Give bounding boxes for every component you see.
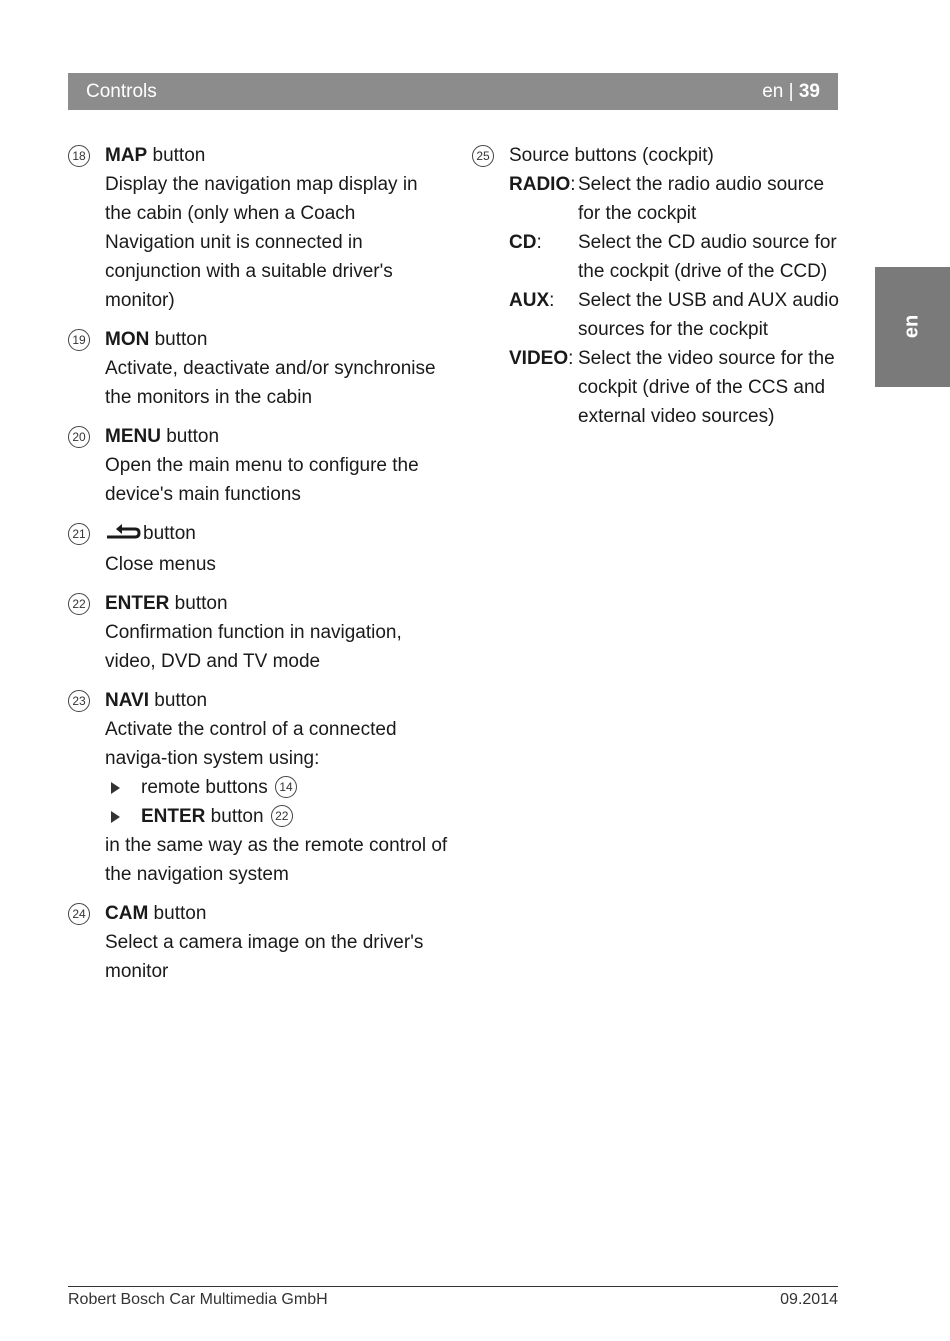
button-suffix: button bbox=[148, 903, 207, 924]
source-row-radio bbox=[509, 170, 842, 228]
bullet-triangle-icon bbox=[111, 782, 120, 794]
button-name: NAVI bbox=[105, 690, 149, 711]
source-key-label: VIDEO bbox=[509, 348, 569, 369]
list-item bbox=[68, 899, 448, 986]
footer-company: Robert Bosch Car Multimedia GmbH bbox=[68, 1291, 328, 1308]
back-arrow-icon bbox=[105, 521, 141, 550]
item-description: Confirmation function in navigation, video, DVD and TV mode bbox=[105, 622, 402, 672]
page-indicator bbox=[762, 81, 820, 103]
source-row-aux bbox=[509, 286, 842, 344]
source-description: Select the USB and AUX audio sources for the cockpit bbox=[578, 290, 839, 340]
section-title: Controls bbox=[86, 81, 157, 102]
list-item bbox=[68, 422, 448, 509]
source-key-label: AUX bbox=[509, 290, 550, 311]
source-key-label: RADIO bbox=[509, 174, 571, 195]
item-number-badge: 19 bbox=[68, 329, 90, 351]
right-column bbox=[472, 141, 842, 441]
page-header bbox=[68, 73, 838, 110]
item-number-badge: 22 bbox=[68, 593, 90, 615]
footer-date: 09.2014 bbox=[780, 1291, 838, 1308]
button-suffix: button bbox=[169, 593, 228, 614]
source-key-label: CD bbox=[509, 232, 537, 253]
language-side-tab bbox=[875, 267, 950, 387]
footer-divider bbox=[68, 1286, 838, 1287]
bullet-bold-text: ENTER bbox=[141, 806, 206, 827]
colon: : bbox=[568, 348, 574, 369]
list-item bbox=[68, 589, 448, 676]
item-title bbox=[105, 686, 448, 715]
list-item bbox=[68, 519, 448, 579]
bullet-text: remote buttons bbox=[141, 777, 268, 798]
item-number-badge: 18 bbox=[68, 145, 90, 167]
item-title bbox=[105, 141, 448, 170]
bullet-triangle-icon bbox=[111, 811, 120, 823]
header-separator: | bbox=[788, 81, 794, 102]
item-description: Activate the control of a connected naviga-tion system using: bbox=[105, 719, 397, 769]
button-name: MON bbox=[105, 329, 150, 350]
item-title bbox=[105, 589, 448, 618]
list-item bbox=[68, 325, 448, 412]
button-name: MAP bbox=[105, 145, 148, 166]
item-number-badge: 24 bbox=[68, 903, 90, 925]
item-title: Source buttons (cockpit) bbox=[509, 145, 714, 166]
item-title bbox=[105, 899, 448, 928]
item-description: Open the main menu to configure the device's main functions bbox=[105, 455, 419, 505]
colon: : bbox=[536, 232, 542, 253]
source-description: Select the video source for the cockpit (drive of the CCS and external video sources) bbox=[578, 348, 835, 427]
colon: : bbox=[570, 174, 576, 195]
button-suffix: button bbox=[143, 523, 196, 544]
button-name: CAM bbox=[105, 903, 149, 924]
bullet-item bbox=[105, 802, 448, 831]
source-key bbox=[509, 286, 554, 315]
left-column bbox=[68, 141, 448, 996]
item-description: Display the navigation map display in the cabin (only when a Coach Navigation unit is connected in conjunction with a suitable driver's monitor) bbox=[105, 174, 418, 311]
source-description: Select the radio audio source for the cockpit bbox=[578, 174, 825, 224]
source-key bbox=[509, 228, 542, 257]
button-name: ENTER bbox=[105, 593, 170, 614]
button-suffix: button bbox=[149, 329, 208, 350]
source-description: Select the CD audio source for the cockpit (drive of the CCD) bbox=[578, 232, 837, 282]
item-title bbox=[105, 519, 448, 550]
button-suffix: button bbox=[147, 145, 206, 166]
source-key bbox=[509, 344, 573, 373]
item-description: Close menus bbox=[105, 554, 216, 575]
page-number: 39 bbox=[798, 81, 820, 102]
bullet-item bbox=[105, 773, 448, 802]
list-item bbox=[68, 686, 448, 889]
language-code: en bbox=[762, 81, 784, 102]
source-row-cd bbox=[509, 228, 842, 286]
item-number-badge: 25 bbox=[472, 145, 494, 167]
side-tab-label: en bbox=[900, 314, 923, 339]
item-title bbox=[105, 325, 448, 354]
item-number-badge: 23 bbox=[68, 690, 90, 712]
item-description: Activate, deactivate and/or synchronise the monitors in the cabin bbox=[105, 358, 436, 408]
reference-number-badge: 22 bbox=[271, 805, 293, 827]
source-row-video bbox=[509, 344, 842, 431]
bullet-text: button bbox=[205, 806, 264, 827]
button-name: MENU bbox=[105, 426, 161, 447]
item-description: Select a camera image on the driver's monitor bbox=[105, 932, 424, 982]
button-suffix: button bbox=[148, 690, 208, 711]
source-key bbox=[509, 170, 576, 199]
item-title bbox=[105, 422, 448, 451]
item-description-continued: in the same way as the remote control of the navigation system bbox=[105, 835, 448, 885]
colon: : bbox=[549, 290, 555, 311]
reference-number-badge: 14 bbox=[275, 776, 297, 798]
item-number-badge: 21 bbox=[68, 523, 90, 545]
item-number-badge: 20 bbox=[68, 426, 90, 448]
button-suffix: button bbox=[160, 426, 220, 447]
list-item bbox=[472, 141, 842, 431]
list-item bbox=[68, 141, 448, 315]
